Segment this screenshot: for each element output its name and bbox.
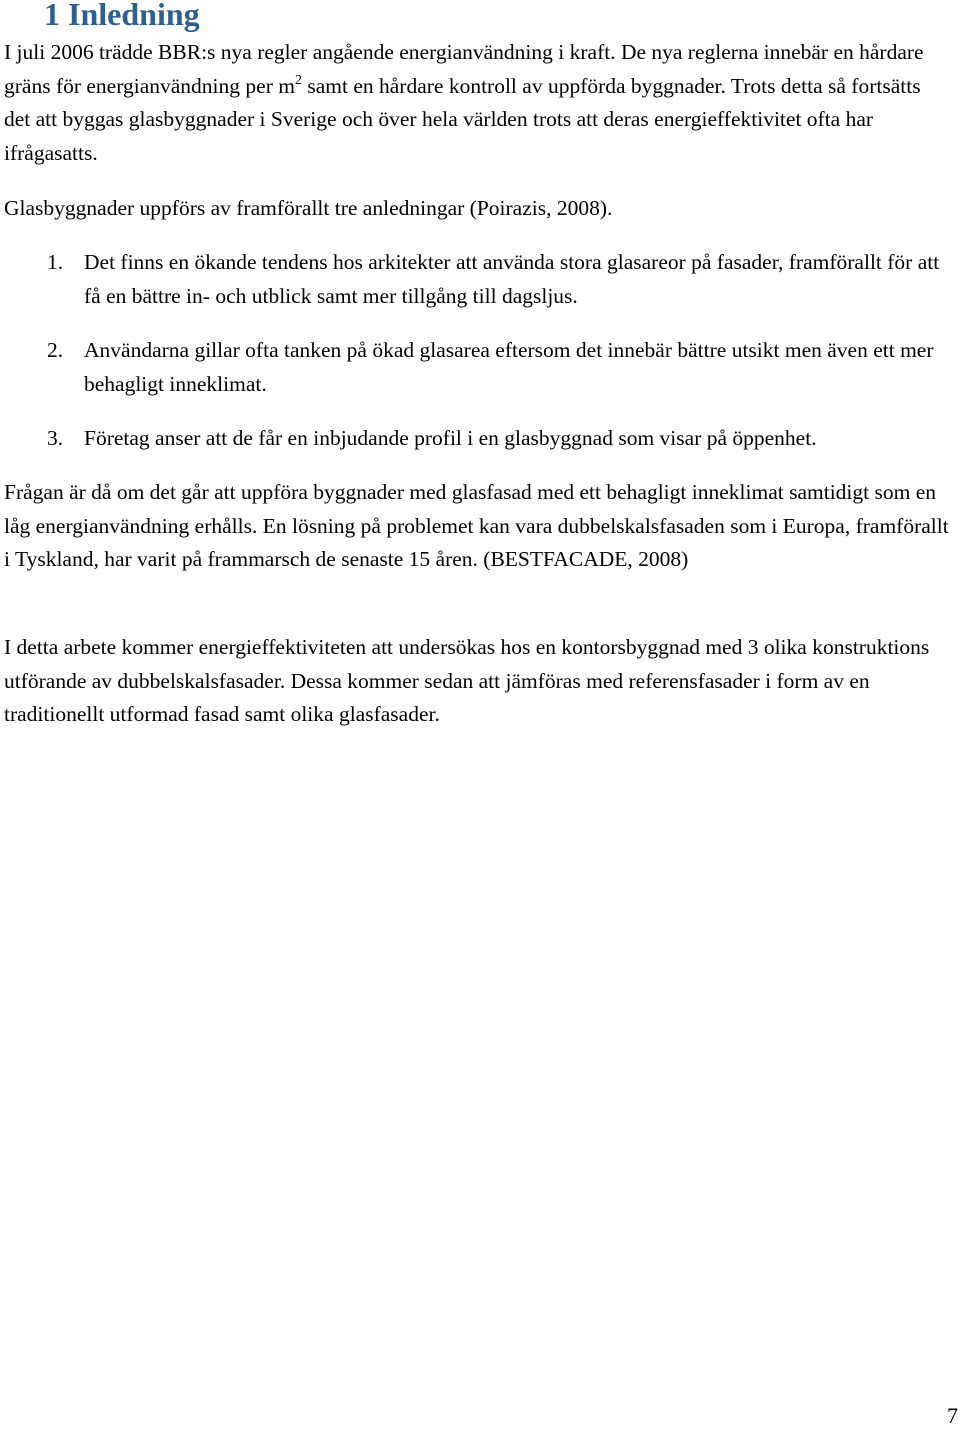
- paragraph-reasons-intro: Glasbyggnader uppförs av framförallt tre anledningar (Poirazis, 2008).: [4, 196, 613, 220]
- paragraph-intro-part2: samt en hårdare kontroll av uppförda byggnader. Trots detta så fortsätts det att byggas glasbyggnader i Sverige och över hela världen trots att deras energieffektivitet ofta har ifrågasatts.: [4, 73, 921, 165]
- list-item-number: 1.: [47, 250, 64, 274]
- list-item-text: Företag anser att de får en inbjudande profil i en glasbyggnad som visar på öppenhet.: [84, 426, 817, 450]
- paragraph-intro: [4, 36, 952, 170]
- list-item-number: 3.: [47, 426, 64, 450]
- list-item-number: 2.: [47, 338, 64, 362]
- paragraph-question: Frågan är då om det går att uppföra byggnader med glasfasad med ett behagligt inneklimat samtidigt som en låg energianvändning erhålls. En lösning på problemet kan vara dubbelskalsfasaden som i Europa, framförallt i Tyskland, har varit på frammarsch de senaste 15 åren. (BESTFACADE, 2008): [4, 480, 949, 571]
- section-number: 1: [44, 0, 60, 32]
- paragraph-scope: I detta arbete kommer energieffektiviteten att undersökas hos en kontorsbyggnad med 3 olika konstruktions utförande av dubbelskalsfasader. Dessa kommer sedan att jämföras med referensfasader i form av en traditionellt utformad fasad samt olika glasfasader.: [4, 635, 930, 726]
- paragraph-intro-part1: I juli 2006 trädde BBR:s nya regler angående energianvändning i kraft. De nya reglerna innebär en hårdare gräns för energianvändning per m: [4, 40, 924, 98]
- section-heading: [44, 0, 200, 32]
- list-item-text: Användarna gillar ofta tanken på ökad glasarea eftersom det innebär bättre utsikt men även ett mer behagligt inneklimat.: [84, 338, 934, 396]
- superscript-2: 2: [294, 72, 302, 88]
- list-item-text: Det finns en ökande tendens hos arkitekter att använda stora glasareor på fasader, framförallt för att få en bättre in- och utblick samt mer tillgång till dagsljus.: [84, 250, 940, 308]
- section-title: Inledning: [68, 0, 200, 32]
- page-number: 7: [947, 1403, 958, 1428]
